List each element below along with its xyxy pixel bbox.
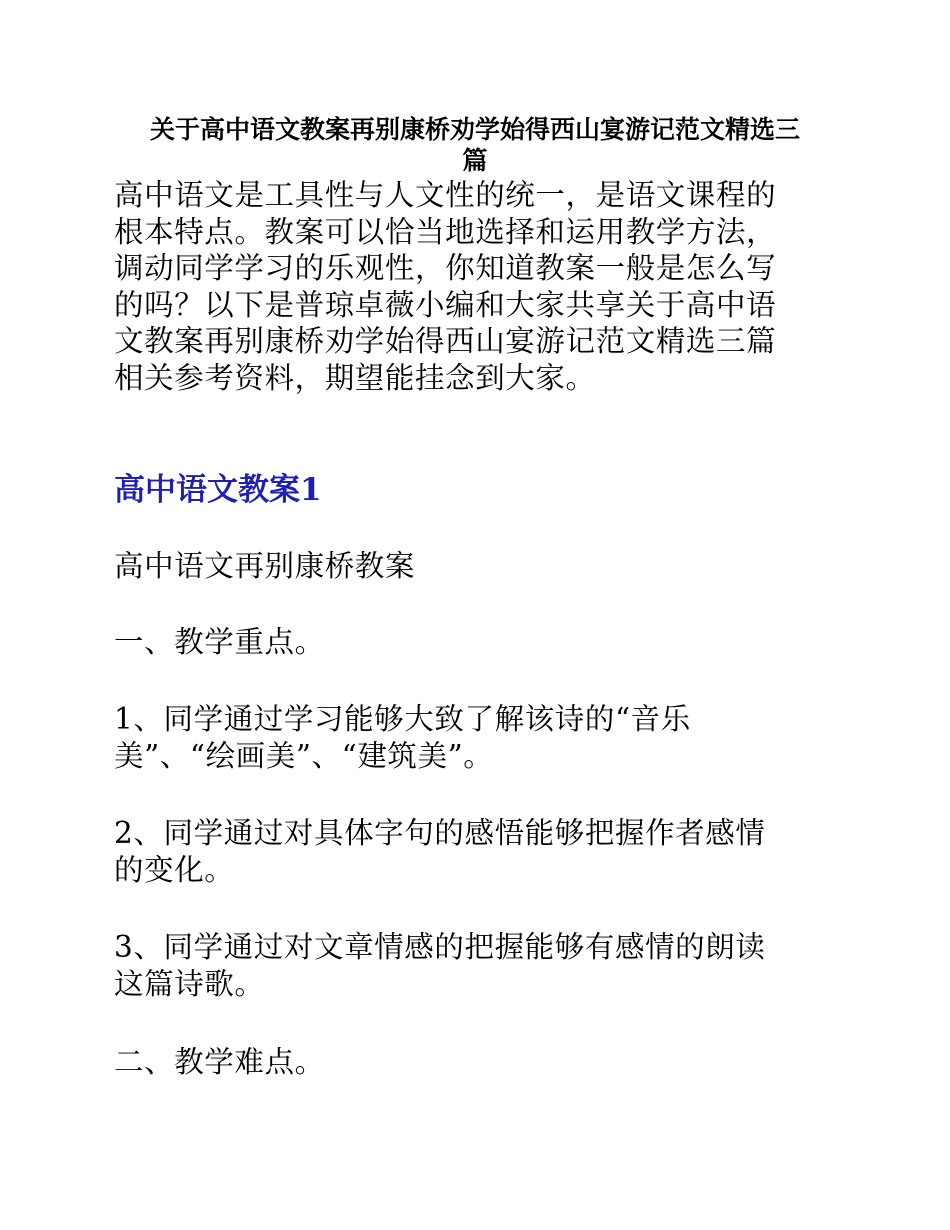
document-title-line-1: 关于高中语文教案再别康桥劝学始得西山宴游记范文精选三 bbox=[149, 115, 800, 144]
document-title bbox=[100, 114, 850, 176]
teaching-point-2-line-2: 的变化。 bbox=[114, 853, 235, 887]
teaching-point-3 bbox=[114, 929, 834, 1003]
intro-line: 文教案再别康桥劝学始得西山宴游记范文精选三篇 bbox=[114, 324, 777, 358]
intro-line: 根本特点。教案可以恰当地选择和运用教学方法， bbox=[114, 214, 777, 249]
teaching-point-2 bbox=[114, 815, 834, 889]
teaching-point-3-line-2: 这篇诗歌。 bbox=[114, 967, 265, 1001]
part1-title: 一、教学重点。 bbox=[114, 625, 325, 659]
teaching-point-1 bbox=[114, 701, 834, 775]
teaching-point-1-line-2: 美”、“绘画美”、“建筑美”。 bbox=[114, 739, 494, 773]
intro-line: 高中语文是工具性与人文性的统一，是语文课程的 bbox=[114, 178, 777, 212]
teaching-point-2-line-1: 2、同学通过对具体字句的感悟能够把握作者感情 bbox=[114, 816, 766, 850]
teaching-point-1-line-1: 1、同学通过学习能够大致了解该诗的“音乐 bbox=[114, 702, 691, 736]
part2-title: 二、教学难点。 bbox=[114, 1045, 325, 1079]
document-title-line-2: 篇 bbox=[462, 146, 488, 175]
teaching-point-3-line-1: 3、同学通过对文章情感的把握能够有感情的朗读 bbox=[114, 930, 766, 964]
section-heading: 高中语文教案1 bbox=[114, 472, 322, 508]
intro-line: 相关参考资料，期望能挂念到大家。 bbox=[114, 360, 596, 395]
lesson-title: 高中语文再别康桥教案 bbox=[114, 549, 416, 583]
intro-line: 调动同学学习的乐观性，你知道教案一般是怎么写 bbox=[114, 251, 777, 285]
intro-paragraph bbox=[114, 177, 834, 396]
intro-line: 的吗？以下是普琼卓薇小编和大家共享关于高中语 bbox=[114, 287, 777, 322]
